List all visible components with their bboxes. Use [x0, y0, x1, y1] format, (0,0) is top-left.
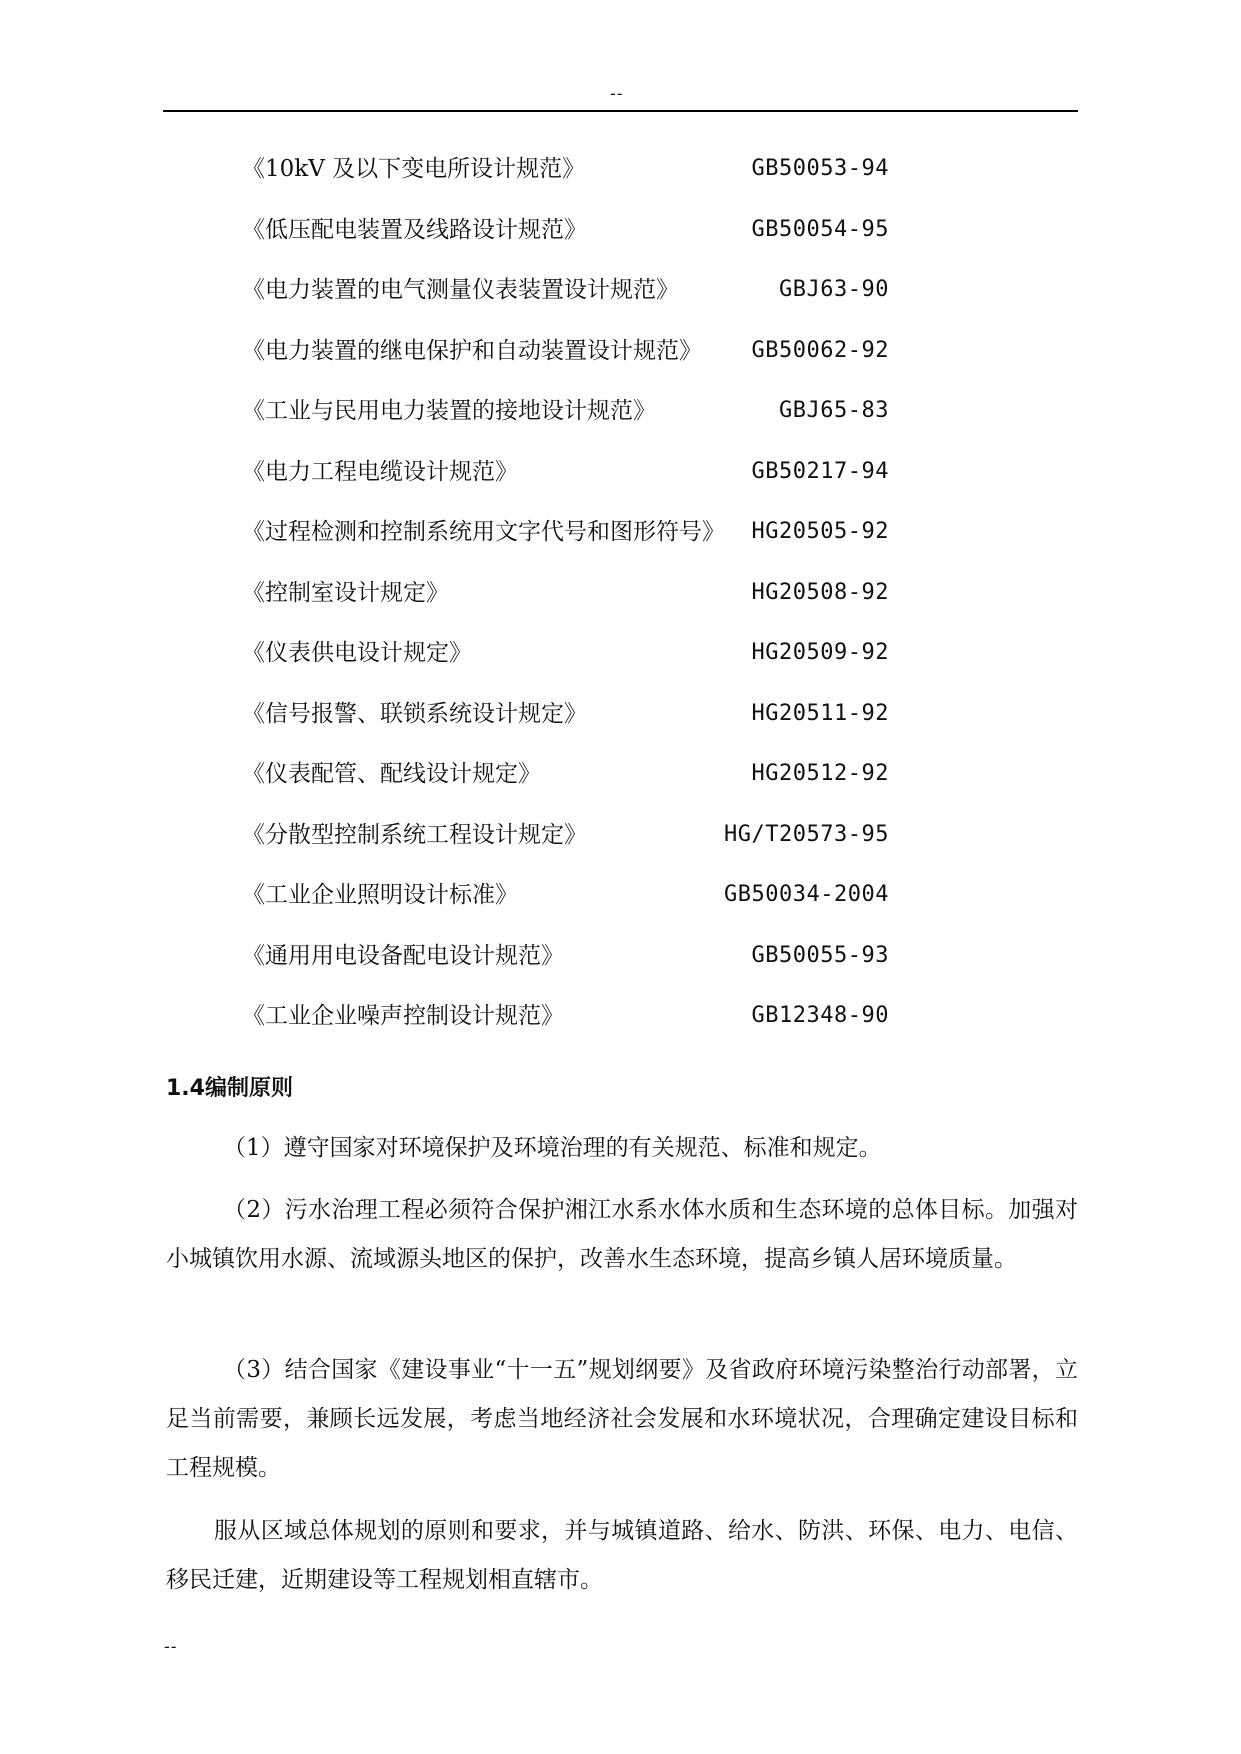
standard-code: HG20509-92: [751, 640, 889, 665]
standard-code: GB50217-94: [751, 458, 889, 484]
standard-title: 《通用用电设备配电设计规范》: [242, 942, 564, 969]
standard-code: GB50053-94: [751, 156, 889, 181]
standard-row: [0, 637, 1241, 698]
standard-code: GB50034-2004: [724, 882, 889, 907]
principle-paragraph: 服从区域总体规划的原则和要求，并与城镇道路、给水、防洪、环保、电力、电信、移民迁建，近期建设等工程规划相直辖市。: [166, 1518, 1078, 1593]
standard-code: HG20505-92: [751, 519, 889, 544]
principle-paragraph: （1）遵守国家对环境保护及环境治理的有关规范、标准和规定。: [223, 1135, 882, 1161]
standard-row: [0, 395, 1241, 456]
standard-title: 《工业企业照明设计标准》: [242, 882, 518, 908]
standard-title: 《过程检测和控制系统用文字代号和图形符号》: [242, 519, 725, 545]
standard-row: [0, 153, 1241, 214]
standard-code: GB50055-93: [751, 942, 889, 968]
standard-row: [0, 214, 1241, 275]
standard-code: HG20512-92: [751, 761, 889, 786]
standard-row: [0, 335, 1241, 396]
standard-row: [0, 274, 1241, 335]
standard-row: [0, 698, 1241, 759]
standard-row: [0, 879, 1241, 940]
standard-code: HG/T20573-95: [724, 821, 889, 847]
standard-title: 《仪表供电设计规定》: [242, 640, 472, 666]
principle-paragraph: （3）结合国家《建设事业“十一五”规划纲要》及省政府环境污染整治行动部署，立足当前需要，兼顾长远发展，考虑当地经济社会发展和水环境状况，合理确定建设目标和工程规模。: [166, 1357, 1078, 1481]
standard-title: 《控制室设计规定》: [242, 579, 449, 606]
standard-title: 《仪表配管、配线设计规定》: [242, 761, 541, 787]
header-mark: --: [610, 84, 624, 103]
standard-title: 《信号报警、联锁系统设计规定》: [242, 700, 587, 727]
standard-code: GBJ65-83: [779, 398, 889, 423]
standard-code: HG20511-92: [751, 700, 889, 726]
section-heading: 1.4编制原则: [166, 1076, 293, 1101]
standard-row: [0, 819, 1241, 880]
standard-title: 《电力工程电缆设计规范》: [242, 458, 518, 485]
standard-code: GBJ63-90: [779, 277, 889, 302]
header-rule: [163, 110, 1078, 112]
standard-title: 《10kV 及以下变电所设计规范》: [242, 156, 586, 182]
principle-paragraph: （2）污水治理工程必须符合保护湘江水系水体水质和生态环境的总体目标。加强对小城镇饮用水源、流域源头地区的保护，改善水生态环境，提高乡镇人居环境质量。: [166, 1197, 1078, 1272]
standard-code: HG20508-92: [751, 579, 889, 605]
standard-row: [0, 1000, 1241, 1061]
standard-row: [0, 577, 1241, 638]
standard-code: GB12348-90: [751, 1003, 889, 1028]
standard-title: 《低压配电装置及线路设计规范》: [242, 216, 587, 243]
footer-mark: --: [164, 1637, 178, 1656]
standard-code: GB50062-92: [751, 337, 889, 363]
standard-row: [0, 456, 1241, 517]
standard-title: 《工业与民用电力装置的接地设计规范》: [242, 398, 656, 424]
standard-row: [0, 516, 1241, 577]
standard-title: 《分散型控制系统工程设计规定》: [242, 821, 587, 848]
standard-title: 《电力装置的继电保护和自动装置设计规范》: [242, 337, 702, 364]
standards-list: [0, 153, 1241, 1061]
standard-code: GB50054-95: [751, 216, 889, 242]
standard-title: 《电力装置的电气测量仪表装置设计规范》: [242, 277, 679, 303]
standard-row: [0, 758, 1241, 819]
standard-row: [0, 940, 1241, 1001]
standard-title: 《工业企业噪声控制设计规范》: [242, 1003, 564, 1029]
